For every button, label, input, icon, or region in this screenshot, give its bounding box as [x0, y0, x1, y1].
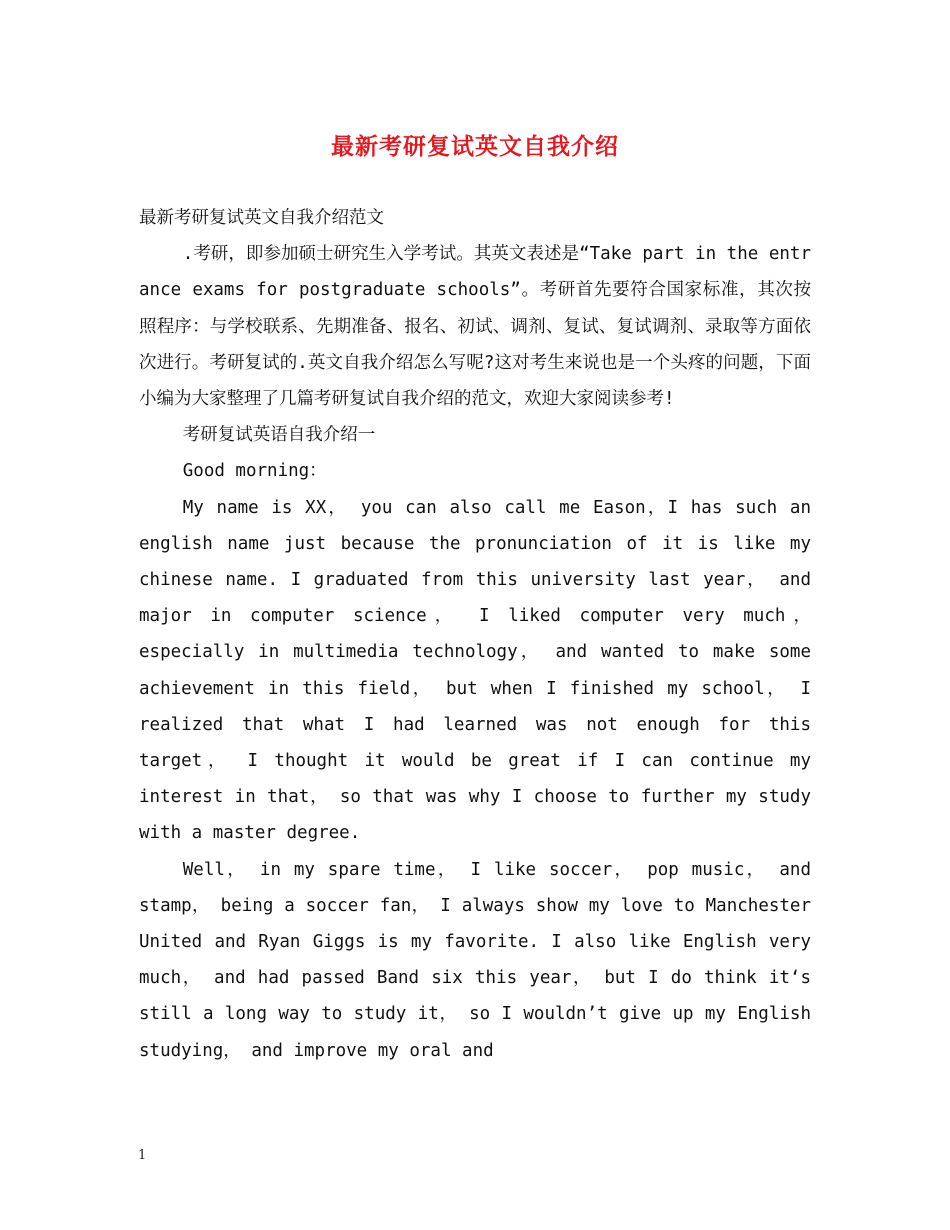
- page-number: 1: [138, 1148, 147, 1163]
- intro-paragraph: .考研，即参加硕士研究生入学考试。其英文表述是“Take part in the entrance exams for postgraduate schools”。考研首先要符合国家标准，其次按照程序：与学校联系、先期准备、报名、初试、调剂、复试、复试调剂、录取等方面依次进行。考研复试的.英文自我介绍怎么写呢?这对考生来说也是一个头疼的问题，下面小编为大家整理了几篇考研复试自我介绍的范文，欢迎大家阅读参考!: [139, 244, 811, 410]
- greeting-paragraph: Good morning：: [182, 461, 327, 482]
- document-title: 最新考研复试英文自我介绍: [331, 133, 619, 160]
- document-body: [139, 200, 811, 1069]
- section-heading: 考研复试英语自我介绍一: [182, 425, 376, 446]
- self-intro-paragraph: My name is XX， you can also call me Eason，I has such an english name just because the pronunciation of it is like my chinese name. I graduated from this university last year， and major in computer science， I liked computer very much， especially in multimedia technology， and wanted to make some achievement in this field， but when I finished my school， I realized that what I had learned was not enough for this target， I thought it would be great if I can continue my interest in that， so that was why I choose to further my study with a master degree.: [139, 497, 811, 844]
- hobbies-paragraph: Well， in my spare time， I like soccer， pop music， and stamp， being a soccer fan， I always show my love to Manchester United and Ryan Giggs is my favorite. I also like English very much， and had passed Band six this year， but I do think it‘s still a long way to study it， so I wouldn’t give up my English studying， and improve my oral and: [139, 859, 811, 1061]
- subtitle-paragraph: 最新考研复试英文自我介绍范文: [139, 208, 384, 228]
